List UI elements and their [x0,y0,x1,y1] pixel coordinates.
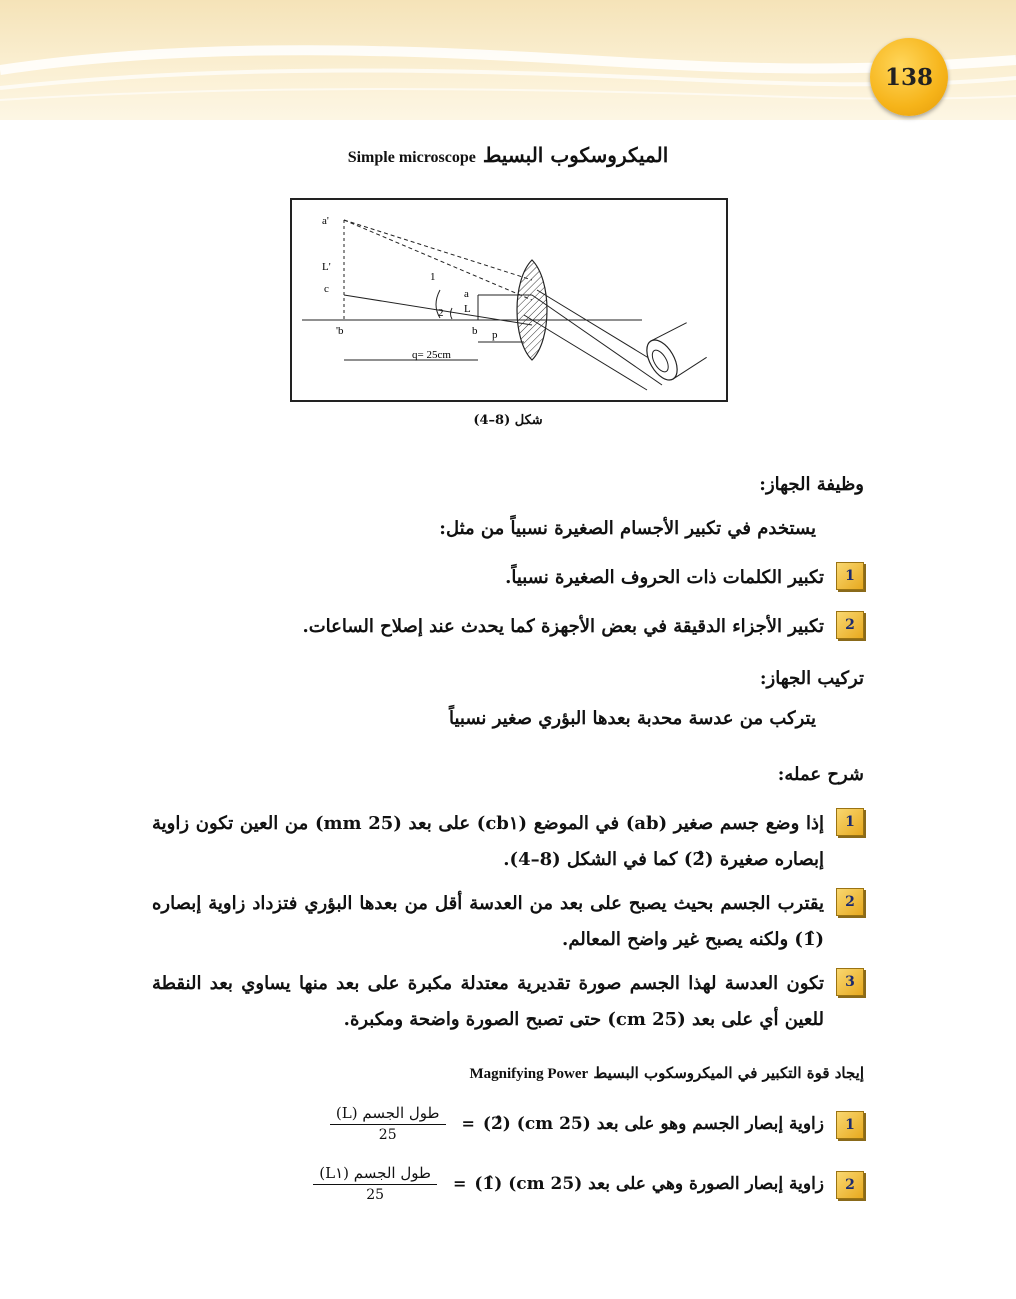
magnifying-heading-arabic: إيجاد قوة التكبير في الميكروسكوب البسيط [593,1064,864,1082]
label-b: b [472,325,478,337]
label-angle-2: 2 [438,307,444,319]
operation-item-3 [152,966,864,1038]
item-number-badge: 1 [836,1111,864,1139]
operation-item-1 [152,806,864,878]
label-p: p [492,329,498,341]
function-item-1 [152,560,864,596]
fraction-numerator: طول الجسم (L١) [313,1164,437,1185]
equation-1 [330,1104,864,1143]
equals-sign: = [461,1114,475,1133]
operation-item-2 [152,886,864,958]
label-b-prime: 'b [336,325,344,337]
magnifying-heading [469,1064,864,1083]
eye-icon [641,321,708,385]
item-number-badge: 3 [836,968,864,996]
fraction-denominator: 25 [366,1187,385,1203]
title-arabic: الميكروسكوب البسيط [482,143,669,167]
fraction [330,1104,446,1143]
equation-2 [313,1164,864,1203]
structure-text: يتركب من عدسة محدبة بعدها البؤري صغير نسبياً [449,708,816,729]
function-item-2 [152,609,864,645]
item-number-badge: 2 [836,611,864,639]
label-L: L [464,303,471,315]
angle-arc-2 [451,308,453,319]
figure-caption: شكل (8–4) [473,413,543,428]
function-intro: يستخدم في تكبير الأجسام الصغيرة نسبياً من مثل: [439,518,816,539]
item-number-badge: 1 [836,808,864,836]
function-item-text: تكبير الأجزاء الدقيقة في بعض الأجهزة كما يحدث عند إصلاح الساعات. [302,616,824,637]
label-q: q= 25cm [412,349,451,361]
fraction-denominator: 25 [378,1127,397,1143]
equals-sign: = [452,1174,467,1193]
page-number-badge [870,38,948,116]
item-number-badge: 2 [836,888,864,916]
function-item-text: تكبير الكلمات ذات الحروف الصغيرة نسبياً. [505,567,824,588]
label-c: c [324,283,329,295]
convex-lens [517,260,547,360]
ray-diagram-svg [292,200,722,396]
fraction [313,1164,437,1203]
dashed-ray-2 [344,220,532,280]
operation-item-text: تكون العدسة لهذا الجسم صورة تقديرية معتدلة مكبرة على بعد منها يساوي بعد النقطة للعين أي على بعد (25 cm) حتى تصبح الصورة واضحة ومكبرة. [152,973,824,1030]
ray-out-1 [532,295,662,385]
ray-out-3 [537,290,652,360]
label-L-prime: L' [322,261,331,273]
header-band [0,0,1016,120]
item-number-badge: 2 [836,1171,864,1199]
equation-text: زاوية إبصار الصورة وهي على بعد (25 cm) (1̂) [474,1173,824,1194]
item-number-badge: 1 [836,562,864,590]
equation-text: زاوية إبصار الجسم وهو على بعد (25 cm) (2̂) [482,1113,824,1134]
operation-item-text: إذا وضع جسم صغير (ab) في الموضع (cb١) على بعد (25 mm) من العين تكون زاوية إبصاره صغيرة (2̂) كما في الشكل (8–4). [152,813,824,870]
magnifying-heading-english: Magnifying Power [469,1066,589,1082]
function-heading: وظيفة الجهاز: [759,474,864,495]
operation-heading: شرح عمله: [777,764,864,785]
microscope-ray-diagram [290,198,728,402]
label-a: a [464,288,469,300]
label-angle-1: 1 [430,271,436,283]
header-wave-decoration [0,0,1016,120]
operation-item-text: يقترب الجسم بحيث يصبح على بعد من العدسة أقل من بعدها البؤري فتزداد زاوية إبصاره (1̂) ولكنه يصبح غير واضح المعالم. [152,893,824,950]
page-number: 138 [884,63,933,91]
structure-heading: تركيب الجهاز: [759,668,864,689]
fraction-numerator: طول الجسم (L) [330,1104,446,1125]
page-title [0,143,1016,167]
label-a-prime: a' [322,215,329,227]
dashed-ray-1 [344,220,532,300]
title-english: Simple microscope [347,149,476,166]
